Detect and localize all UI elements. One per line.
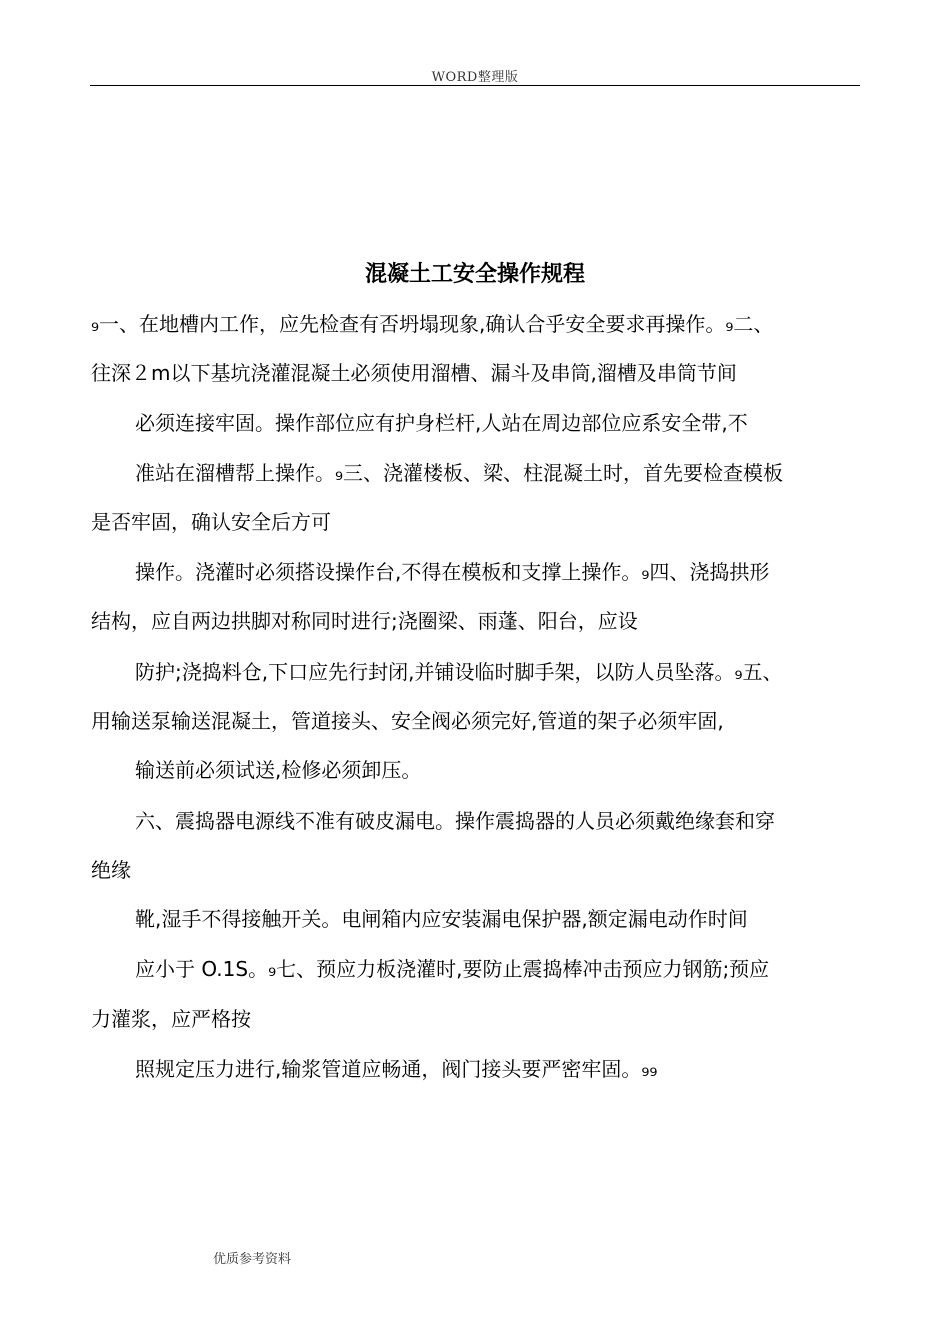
body-line: 应小于 O.1S。₉七、预应力板浇灌时,要防止震捣棒冲击预应力钢筋;预应 <box>135 957 770 981</box>
header-divider <box>90 85 860 86</box>
body-line: 输送前必须试送,检修必须卸压。 <box>135 758 422 782</box>
body-line: 用输送泵输送混凝土，管道接头、安全阀必须完好,管道的架子必须牢固, <box>91 709 724 733</box>
body-line: 结构，应自两边拱脚对称同时进行;浇圈梁、雨蓬、阳台，应设 <box>91 609 638 633</box>
body-line: 靴,湿手不得接触开关。电闸箱内应安装漏电保护器,额定漏电动作时间 <box>135 907 748 931</box>
body-line: 照规定压力进行,输浆管道应畅通，阀门接头要严密牢固。₉₉ <box>135 1057 658 1081</box>
body-line: 力灌浆，应严格按 <box>91 1007 251 1031</box>
body-line: 往深２m以下基坑浇灌混凝土必须使用溜槽、漏斗及串筒,溜槽及串筒节间 <box>91 361 737 385</box>
body-line: 六、震捣器电源线不准有破皮漏电。操作震捣器的人员必须戴绝缘套和穿 <box>135 809 775 833</box>
body-line: 绝缘 <box>91 858 131 882</box>
body-line: 操作。浇灌时必须搭设操作台,不得在模板和支撑上操作。₉四、浇捣拱形 <box>135 560 770 584</box>
body-line: 防护;浇捣料仓,下口应先行封闭,并铺设临时脚手架，以防人员坠落。₉五、 <box>135 660 783 684</box>
document-title: 混凝土工安全操作规程 <box>364 262 585 287</box>
body-line: ₉一、在地槽内工作，应先检查有否坍塌现象,确认合乎安全要求再操作。₉二、 <box>91 312 774 336</box>
page-header-text: WORD整理版 <box>431 70 519 85</box>
page-footer-text: 优质参考资料 <box>213 1252 292 1267</box>
body-line: 是否牢固，确认安全后方可 <box>91 510 331 534</box>
body-line: 必须连接牢固。操作部位应有护身栏杆,人站在周边部位应系安全带,不 <box>135 411 748 435</box>
body-line: 准站在溜槽帮上操作。₉三、浇灌楼板、梁、柱混凝土时，首先要检查模板 <box>135 461 784 485</box>
